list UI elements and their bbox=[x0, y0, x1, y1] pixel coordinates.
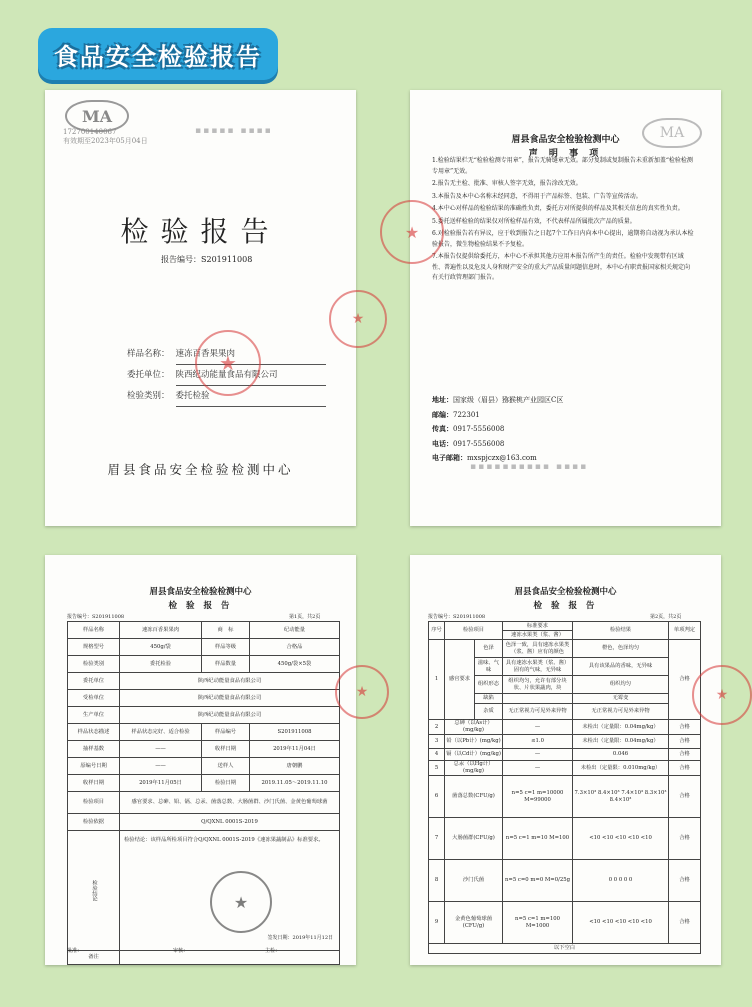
contact-address: 地址：国家级（眉县）猕猴桃产业园区C区 bbox=[432, 395, 564, 404]
table-row: 7 大肠菌群(CFU/g) n=5 c=1 m=10 M=100 <10 <10 <10 <10 <10 合格 bbox=[429, 818, 701, 860]
report-page-1 bbox=[45, 555, 369, 965]
red-seal-stamp: ★ bbox=[195, 330, 261, 396]
cover-field-type: 检验类别： 委托检验 bbox=[127, 386, 326, 407]
table-row: 样品名称 速冻百香果果肉 商 标 纪动能量 bbox=[68, 622, 340, 639]
table-row: 6 菌落总数(CFU/g) n=5 c=1 m=10000 M=99000 7.3×10³ 8.4×10³ 7.4×10³ 8.3×10³ 8.4×10³ 合格 bbox=[429, 776, 701, 818]
table-row: 委托单位 陕西纪动能量食品有限公司 bbox=[68, 673, 340, 690]
contact-email: 电子邮箱：mxspjczx@163.com bbox=[432, 453, 537, 462]
notice-item: 5.委托送样检验的结果仅对所检样品有效，不代表样品所属批次产品的质量。 bbox=[432, 217, 636, 225]
table-row: 受检单位 陕西纪动能量食品有限公司 bbox=[68, 690, 340, 707]
page1-table bbox=[67, 621, 340, 965]
conclusion-text: 检验结论：该样品所检项目符合Q/QXNL 0001S-2019《速冻果蔬制品》标准要求。 bbox=[124, 837, 324, 843]
ma-certification-logo: MA bbox=[65, 100, 129, 132]
red-seal-stamp-edge: ★ bbox=[380, 200, 444, 264]
notice-item: 4.本中心对样品的检验结果的准确性负责，委托方对所提供的样品及其相关信息的真实性负责。 bbox=[432, 205, 684, 212]
table-row: 9 金黄色葡萄球菌(CFU/g) n=5 c=1 m=100 M=1000 <10 <10 <10 <10 <10 合格 bbox=[429, 902, 701, 944]
notice-list bbox=[432, 156, 694, 286]
table-row: 样品状态描述 样品状态完好、适合检验 样品编号 S201911008 bbox=[68, 724, 340, 741]
notice-item: 7.本报告仅提供给委托方，本中心不承担其他方应用本报告所产生的责任。检验中发现带有区域性、普遍性以及危及人身和财产安全的重大产品质量问题信息时，本中心有职责报国家相关规定向有关行政管理部门报告。 bbox=[432, 253, 691, 281]
cover-title: 检验报告 bbox=[120, 215, 281, 248]
watermark-text: ▪▪▪▪▪▪▪▪▪▪ ▪▪▪▪ bbox=[470, 462, 589, 472]
page2-page-no: 第2页，共2页 bbox=[650, 614, 682, 620]
table-row: 2 总砷（以As计）(mg/kg) — 未检出（定量限：0.04mg/kg） 合格 bbox=[429, 720, 701, 735]
table-row: 检验结论 检验结论：该样品所检项目符合Q/QXNL 0001S-2019《速冻果蔬制品》标准要求。 ★ 签发日期：2019年11月12日 bbox=[68, 831, 340, 951]
signer-main: 主检： bbox=[265, 948, 281, 954]
table-header-row: 序号 检验项目 标准要求 检验结果 单项判定 bbox=[429, 622, 701, 631]
watermark-text: ▪▪▪▪▪ ▪▪▪▪ bbox=[195, 126, 273, 136]
cover-sheet bbox=[45, 90, 365, 526]
table-row: 生产单位 陕西纪动能量食品有限公司 bbox=[68, 707, 340, 724]
banner-title: 食品安全检验报告 bbox=[54, 42, 262, 71]
page1-center: 眉县食品安全检验检测中心 bbox=[149, 587, 252, 597]
table-row: 检验依据 Q/QXNL 0001S-2019 bbox=[68, 814, 340, 831]
table-row: 规格型号 450g/袋 样品等级 合格品 bbox=[68, 639, 340, 656]
report-page-2 bbox=[410, 555, 729, 965]
notice-item: 6.对检验报告若有异议，应于收到报告之日起7个工作日内向本中心提出，逾期将自动视为承认本检验报告，微生物检验结果不予复检。 bbox=[432, 230, 694, 248]
notice-item: 3.本报告及本中心名称未经同意，不得用于产品标签、包装、广告等宣传活动。 bbox=[432, 192, 642, 200]
table-row: 滋味、气味 具有速冻水果类（浆、酱）固有的气味，无异味 具有该果品的香味，无异味 bbox=[429, 658, 701, 676]
cover-field-sample: 样品名称： 速冻百香果果肉 bbox=[127, 344, 326, 365]
page2-title: 检 验 报 告 bbox=[533, 601, 598, 611]
contact-phone: 电话：0917-5556008 bbox=[432, 438, 505, 448]
cover-report-no: 报告编号：S201911008 bbox=[161, 255, 253, 264]
page1-page-no: 第1页，共2页 bbox=[289, 614, 321, 620]
page2-report-no: 报告编号：S201911008 bbox=[428, 614, 486, 620]
contact-info bbox=[432, 393, 563, 466]
signer-approve: 批准： bbox=[67, 948, 83, 954]
table-footer-row: 以下空白 bbox=[429, 944, 701, 954]
page2-center: 眉县食品安全检验检测中心 bbox=[514, 587, 617, 597]
notice-center: 眉县食品安全检验检测中心 bbox=[511, 135, 620, 145]
inspection-seal-stamp: ★ bbox=[210, 871, 272, 933]
report-banner bbox=[38, 28, 278, 80]
table-row: 3 铅（以Pb计）(mg/kg) ≤1.0 未检出（定量限：0.04mg/kg） 合格 bbox=[429, 735, 701, 749]
table-row: 备注 bbox=[68, 951, 340, 965]
table-row: 原编号日期 —— 送样人 唐朝鹏 bbox=[68, 758, 340, 775]
signer-review: 审核： bbox=[173, 948, 189, 954]
notice-item: 2.报告无主检、批准、审核人签字无效，报告涂改无效。 bbox=[432, 180, 582, 187]
table-row: 杂质 无正常视力可见外来异物 无正常视力可见外来异物 bbox=[429, 704, 701, 720]
table-row: 检验类别 委托检验 样品数量 450g/袋×5袋 bbox=[68, 656, 340, 673]
page2-table bbox=[428, 621, 701, 954]
red-seal-stamp-edge: ★ bbox=[335, 665, 389, 719]
cover-center-name: 眉县食品安全检验检测中心 bbox=[107, 462, 294, 477]
table-row: 8 沙门氏菌 n=5 c=0 m=0 M=0/25g 0 0 0 0 0 合格 bbox=[429, 860, 701, 902]
contact-fax: 传真：0917-5556008 bbox=[432, 424, 505, 433]
table-row: 缺陷 无霉变 bbox=[429, 694, 701, 704]
table-header-row: 速冻水果类（浆、酱） bbox=[429, 631, 701, 640]
table-row: 5 总汞（以Hg计）(mg/kg) — 未检出（定量限：0.010mg/kg） 合格 bbox=[429, 761, 701, 776]
notice-item: 1.检验结果栏无“检验检测专用章”，报告无骑缝章无效。部分复制或复制报告未重新加盖“检验检测专用章”无效。 bbox=[432, 157, 693, 175]
cover-field-client: 委托单位： 陕西纪动能量食品有限公司 bbox=[127, 365, 326, 386]
table-row: 收样日期 2019年11月05日 检验日期 2019.11.05～2019.11.10 bbox=[68, 775, 340, 792]
ma-certification-logo-faded: MA bbox=[642, 118, 702, 148]
sign-date: 签发日期：2019年11月12日 bbox=[267, 935, 333, 941]
table-row: 检验项目 感官要求、总砷、铅、镉、总汞、菌落总数、大肠菌群、沙门氏菌、金黄色葡萄球菌 bbox=[68, 792, 340, 814]
page1-report-no: 报告编号：S201911008 bbox=[67, 614, 125, 620]
table-row: 1 感官要求 色泽 色泽一致，具有速冻水果类（浆、酱）应有的颜色 橙色，色泽均匀 合格 bbox=[429, 640, 701, 658]
page1-title: 检 验 报 告 bbox=[168, 601, 233, 611]
table-row: 组织形态 组织均匀，允许有部分块状、片状果蔬肉，块 组织均匀 bbox=[429, 676, 701, 694]
notice-sheet bbox=[404, 90, 721, 526]
table-row: 抽样基数 —— 收样日期 2019年11月04日 bbox=[68, 741, 340, 758]
table-row: 4 镉（以Cd计）(mg/kg) — 0.046 合格 bbox=[429, 749, 701, 761]
ma-code: 172700140067 有效期至2023年05月04日 bbox=[63, 128, 148, 145]
contact-postcode: 邮编：722301 bbox=[432, 409, 480, 419]
notice-heading: 声 明 事 项 bbox=[528, 149, 603, 159]
red-seal-stamp-edge: ★ bbox=[692, 665, 752, 725]
red-seal-stamp-edge: ★ bbox=[329, 290, 387, 348]
